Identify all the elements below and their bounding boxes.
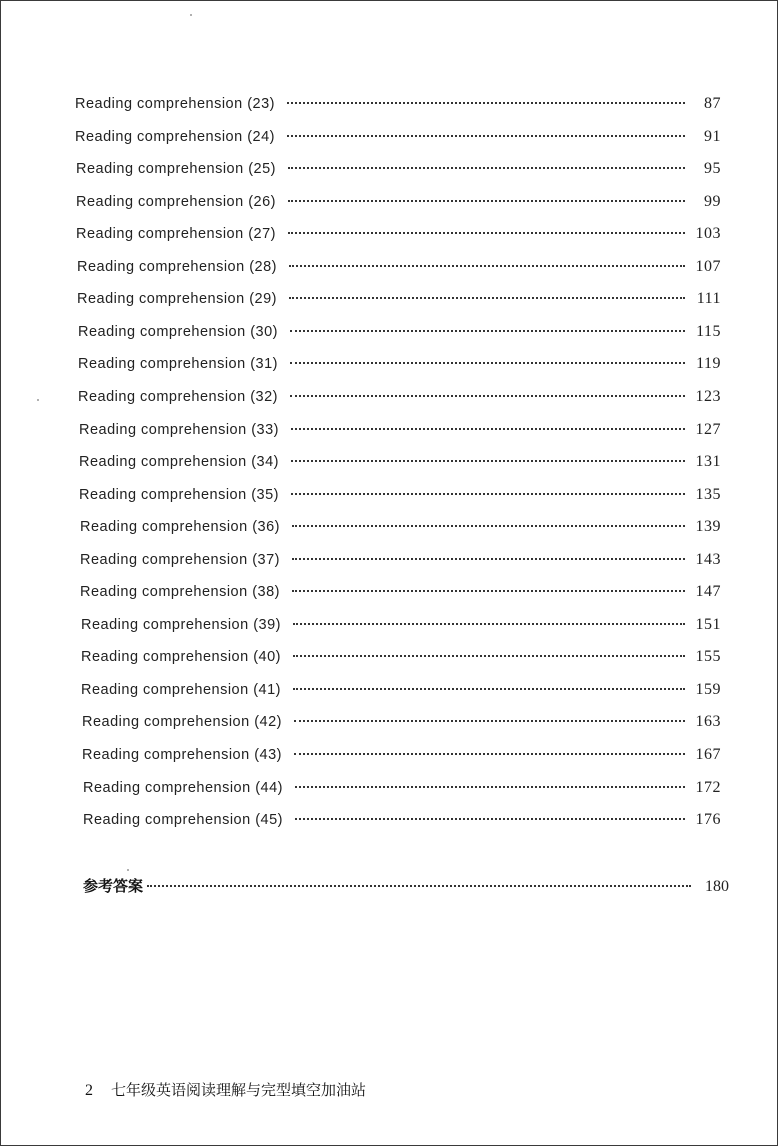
scan-speck xyxy=(37,399,39,401)
toc-entry-label: Reading comprehension (25) xyxy=(76,161,276,177)
toc-entry-label: Reading comprehension (35) xyxy=(79,487,279,503)
toc-entry-label: Reading comprehension (27) xyxy=(76,226,276,242)
toc-entry-page: 127 xyxy=(695,421,721,438)
toc-entry-label: Reading comprehension (31) xyxy=(78,356,278,372)
toc-entry-page: 155 xyxy=(695,648,721,665)
toc-entry[interactable] xyxy=(78,323,721,347)
toc-entry[interactable] xyxy=(83,811,721,835)
scan-speck xyxy=(190,14,192,16)
toc-entry-label: Reading comprehension (24) xyxy=(75,129,275,145)
toc-entry-page: 139 xyxy=(695,518,721,535)
dot-leader xyxy=(293,655,685,657)
toc-entry-page: 95 xyxy=(704,160,721,177)
scan-speck xyxy=(127,869,129,871)
toc-entry-page: 163 xyxy=(695,713,721,730)
toc-entry-page: 176 xyxy=(695,811,721,828)
footer-book-title: 七年级英语阅读理解与完型填空加油站 xyxy=(111,1081,367,1099)
dot-leader xyxy=(294,720,685,722)
toc-entry[interactable] xyxy=(80,518,721,542)
toc-entry-page: 159 xyxy=(695,681,721,698)
toc-entry-page: 103 xyxy=(695,225,721,242)
dot-leader xyxy=(290,362,685,364)
toc-entry-label: Reading comprehension (29) xyxy=(77,291,277,307)
toc-entry[interactable] xyxy=(80,551,721,575)
dot-leader xyxy=(287,135,685,137)
dot-leader xyxy=(292,525,685,527)
dot-leader xyxy=(147,885,691,887)
toc-entry-label: Reading comprehension (32) xyxy=(78,389,278,405)
toc-entry-label: Reading comprehension (37) xyxy=(80,552,280,568)
dot-leader xyxy=(288,200,685,202)
toc-entry[interactable] xyxy=(81,616,721,640)
toc-entry[interactable] xyxy=(76,160,721,184)
page-footer xyxy=(85,1079,366,1100)
toc-entry-label: Reading comprehension (43) xyxy=(82,747,282,763)
toc-entry[interactable] xyxy=(78,388,721,412)
toc-entry[interactable] xyxy=(81,648,721,672)
dot-leader xyxy=(291,493,685,495)
toc-entry-label: Reading comprehension (28) xyxy=(77,259,277,275)
footer-page-number: 2 xyxy=(85,1082,93,1099)
toc-entry-answers[interactable] xyxy=(83,875,729,896)
toc-entry-page: 91 xyxy=(704,128,721,145)
toc-entry[interactable] xyxy=(76,225,721,249)
toc-entry[interactable] xyxy=(79,453,721,477)
dot-leader xyxy=(290,395,685,397)
toc-entry[interactable] xyxy=(75,128,721,152)
dot-leader xyxy=(289,265,685,267)
toc-entry-page: 135 xyxy=(695,486,721,503)
toc-entry-page: 143 xyxy=(695,551,721,568)
dot-leader xyxy=(293,623,685,625)
toc-entry-page: 151 xyxy=(695,616,721,633)
toc-entry[interactable] xyxy=(82,746,721,770)
toc-entry-page: 99 xyxy=(704,193,721,210)
toc-entry-page: 123 xyxy=(695,388,721,405)
toc-entry[interactable] xyxy=(83,779,721,803)
dot-leader xyxy=(287,102,685,104)
dot-leader xyxy=(289,297,685,299)
dot-leader xyxy=(293,688,685,690)
toc-entry-label: Reading comprehension (30) xyxy=(78,324,278,340)
toc-entry-label: Reading comprehension (40) xyxy=(81,649,281,665)
dot-leader xyxy=(288,167,685,169)
toc-entry-page: 119 xyxy=(696,355,721,372)
toc-answers-page: 180 xyxy=(705,878,729,895)
toc-entry-label: Reading comprehension (41) xyxy=(81,682,281,698)
dot-leader xyxy=(295,786,685,788)
toc-entry-page: 87 xyxy=(704,95,721,112)
toc-entry-label: Reading comprehension (33) xyxy=(79,422,279,438)
toc-entry[interactable] xyxy=(77,258,721,282)
toc-entry-page: 111 xyxy=(696,290,721,307)
toc-entry-page: 172 xyxy=(695,779,721,796)
toc-entry[interactable] xyxy=(79,421,721,445)
toc-entry[interactable] xyxy=(77,290,721,314)
dot-leader xyxy=(294,753,685,755)
toc-entry-page: 147 xyxy=(695,583,721,600)
toc-entry[interactable] xyxy=(80,583,721,607)
toc-answers-label: 参考答案 xyxy=(83,877,144,895)
dot-leader xyxy=(288,232,685,234)
dot-leader xyxy=(292,590,685,592)
toc-entry-label: Reading comprehension (44) xyxy=(83,780,283,796)
toc-entry-label: Reading comprehension (45) xyxy=(83,812,283,828)
toc-entry-label: Reading comprehension (42) xyxy=(82,714,282,730)
toc-entry-page: 131 xyxy=(695,453,721,470)
dot-leader xyxy=(292,558,685,560)
toc-entry[interactable] xyxy=(78,355,721,379)
toc-entry[interactable] xyxy=(82,713,721,737)
toc-entry-page: 167 xyxy=(695,746,721,763)
toc-entry-label: Reading comprehension (26) xyxy=(76,194,276,210)
dot-leader xyxy=(290,330,685,332)
toc-entry-page: 115 xyxy=(696,323,721,340)
toc-entry[interactable] xyxy=(79,486,721,510)
toc-entry-label: Reading comprehension (38) xyxy=(80,584,280,600)
toc-entry-label: Reading comprehension (36) xyxy=(80,519,280,535)
toc-entry[interactable] xyxy=(76,193,721,217)
dot-leader xyxy=(295,818,685,820)
toc-entry-label: Reading comprehension (23) xyxy=(75,96,275,112)
toc-entry[interactable] xyxy=(75,95,721,119)
toc-entry-page: 107 xyxy=(695,258,721,275)
toc-entry-label: Reading comprehension (34) xyxy=(79,454,279,470)
toc-entry-label: Reading comprehension (39) xyxy=(81,617,281,633)
toc-entry[interactable] xyxy=(81,681,721,705)
dot-leader xyxy=(291,428,685,430)
dot-leader xyxy=(291,460,685,462)
